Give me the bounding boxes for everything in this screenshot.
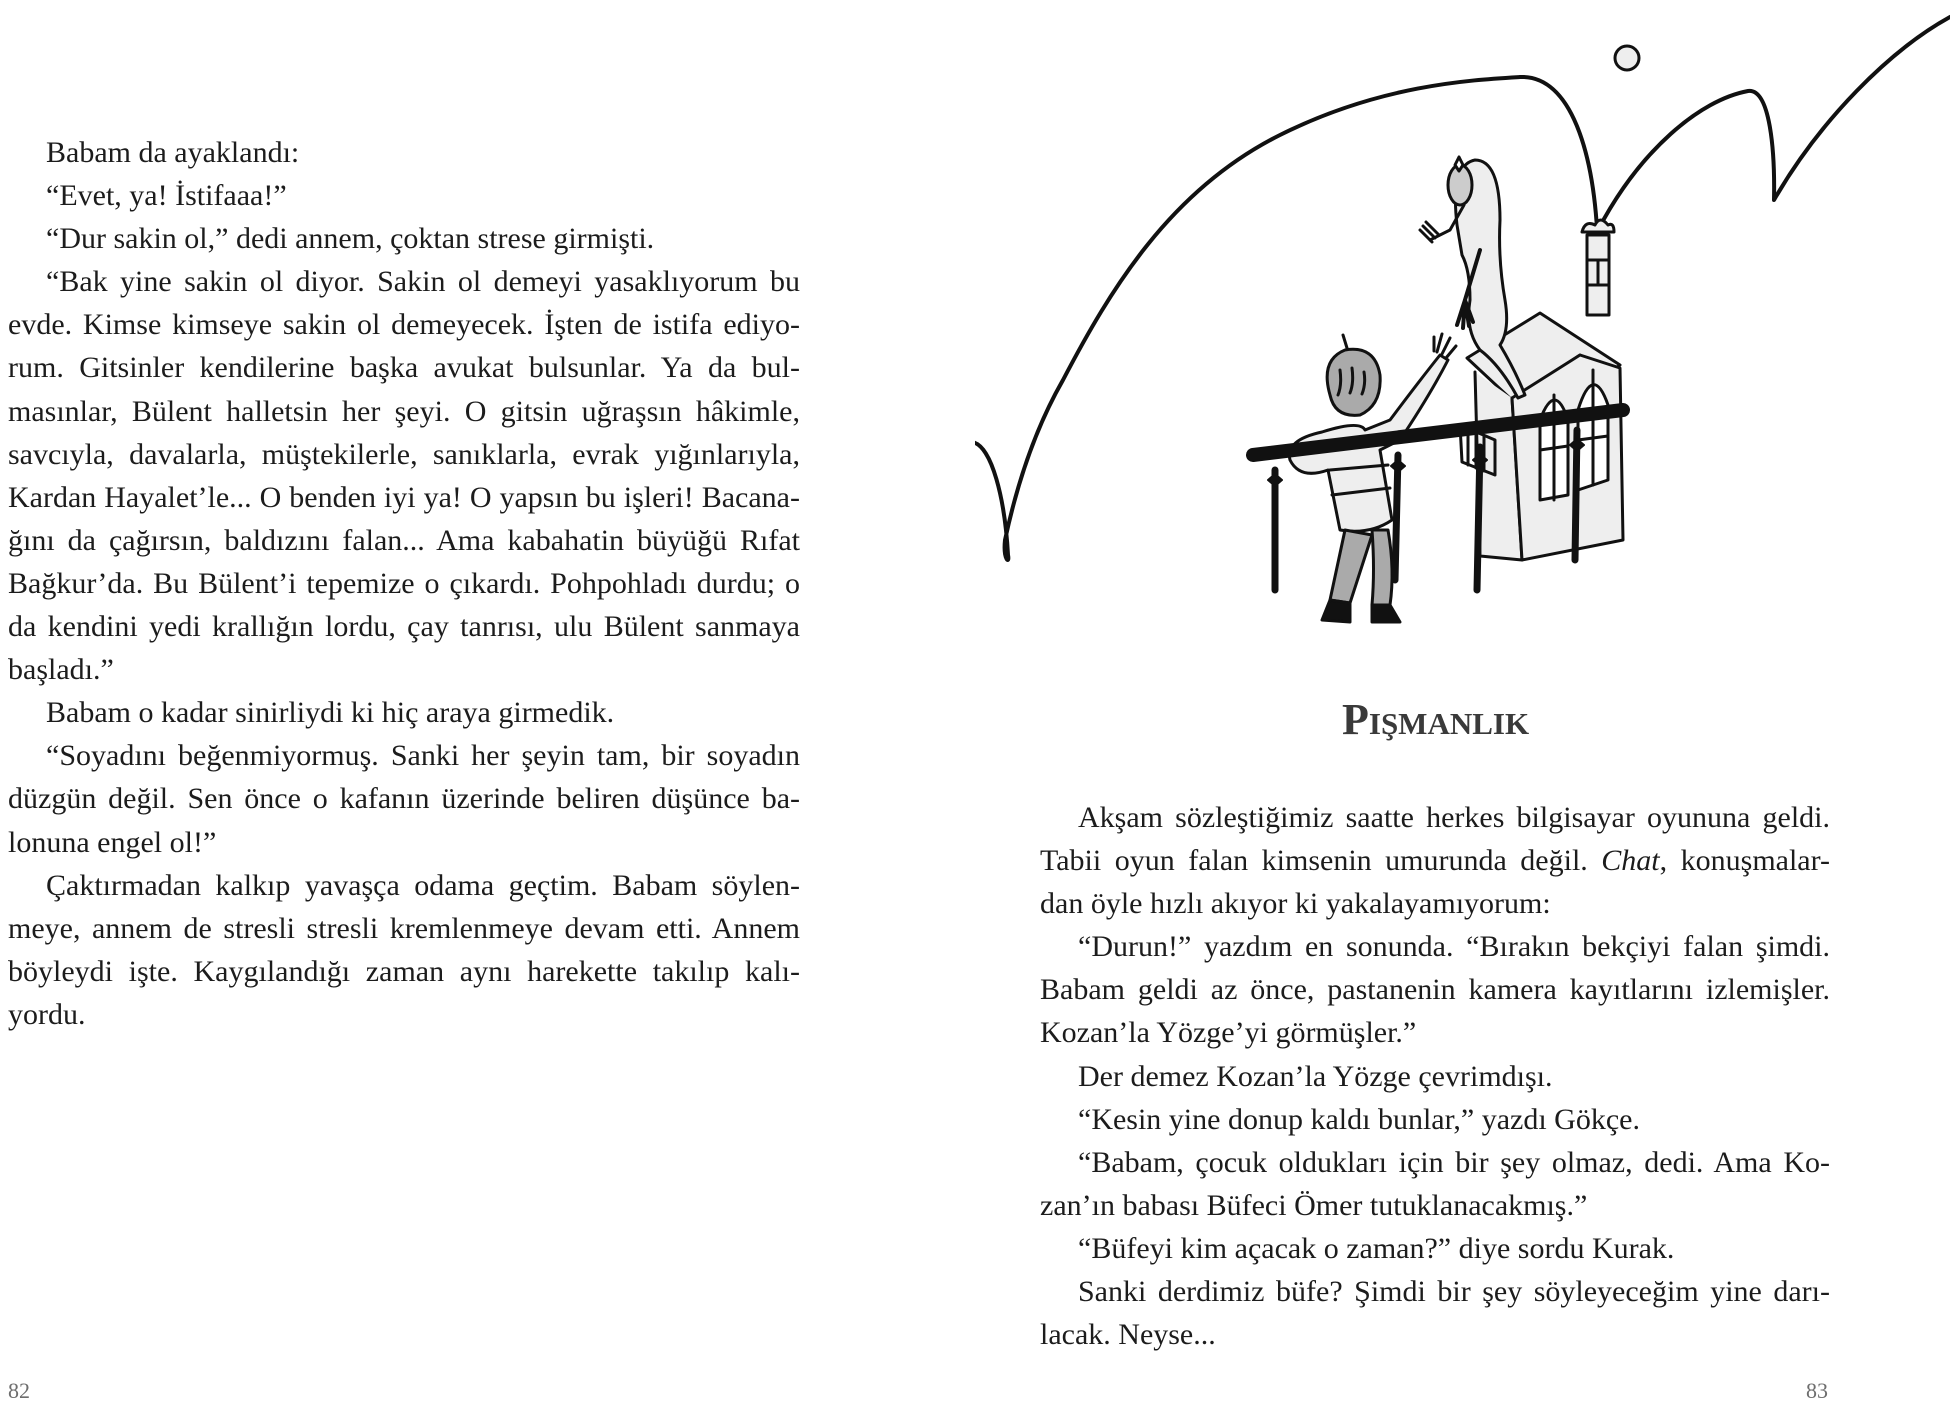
chapter-illustration <box>975 0 1950 680</box>
text-segment: , konuşmalar- <box>1659 844 1830 878</box>
text-line: da kendini yedi krallığın lordu, çay tanrısı, ulu Bülent sanmaya <box>8 610 800 644</box>
text-line: böyleydi işte. Kaygılandığı zaman aynı harekette takılıp kalı- <box>8 954 800 988</box>
left-page-text <box>8 131 800 1036</box>
text-line: Kardan Hayalet’le... O benden iyi ya! O yapsın bu işleri! Bacana- <box>8 480 800 514</box>
text-line: düzgün değil. Sen önce o kafanın üzerinde beliren düşünce ba- <box>8 782 800 816</box>
text-line: Kozan’la Yözge’yi görmüşler.” <box>1040 1016 1417 1050</box>
emphasis: Chat <box>1601 844 1660 878</box>
text-line: savcıyla, davalarla, müştekilerle, sanıklarla, evrak yığınlarıyla, <box>8 437 800 471</box>
text-line: “Soyadını beğenmiyormuş. Sanki her şeyin tam, bir soyadın <box>46 739 800 773</box>
text-line: Babam da ayaklandı: <box>46 136 300 169</box>
text-line: “Dur sakin ol,” dedi annem, çoktan strese girmişti. <box>46 222 655 256</box>
text-line: “Babam, çocuk oldukları için bir şey olmaz, dedi. Ama Ko- <box>1078 1145 1830 1179</box>
text-line: “Durun!” yazdım en sonunda. “Bırakın bekçiyi falan şimdi. <box>1078 930 1830 964</box>
text-line: Babam geldi az önce, pastanenin kamera kayıtlarını izlemişler. <box>1040 973 1830 1007</box>
text-segment: Tabii oyun falan kimsenin umurunda değil. <box>1040 844 1602 878</box>
text-line: evde. Kimse kimseye sakin ol demeyecek. İşten de istifa ediyo- <box>8 308 800 342</box>
chimney <box>1582 220 1614 315</box>
text-line: yordu. <box>8 997 86 1031</box>
text-line: Çaktırmadan kalkıp yavaşça odama geçtim. Babam söylen- <box>46 868 800 902</box>
text-line: rum. Gitsinler kendilerine başka avukat bulsunlar. Ya da bul- <box>8 351 800 385</box>
text-line: başladı.” <box>8 653 114 687</box>
text-line: “Büfeyi kim açacak o zaman?” diye sordu Kurak. <box>1078 1231 1675 1265</box>
text-line: ğını da çağırsın, baldızını falan... Ama kabahatin büyüğü Rıfat <box>8 523 800 557</box>
text-line: “Evet, ya! İstifaaa!” <box>46 179 287 213</box>
looping-line <box>975 17 1950 560</box>
text-line: Akşam sözleştiğimiz saatte herkes bilgisayar oyununa geldi. <box>1078 801 1830 834</box>
page-number-right: 83 <box>1806 1378 1828 1403</box>
moon <box>1615 46 1639 70</box>
right-page <box>975 0 1950 1417</box>
page-number-left: 82 <box>8 1378 30 1403</box>
text-line: lonuna engel ol!” <box>8 825 217 859</box>
text-line: masınlar, Bülent halletsin her şeyi. O gitsin uğraşsın hâkimle, <box>8 394 800 428</box>
chapter-title: Pişmanlık <box>1342 695 1530 744</box>
text-line: Sanki derdimiz büfe? Şimdi bir şey söyleyeceğim yine darı- <box>1078 1275 1830 1309</box>
text-line: meye, annem de stresli stresli kremlenmeye devam etti. Annem <box>8 911 800 945</box>
text-line: Der demez Kozan’la Yözge çevrimdışı. <box>1078 1059 1553 1093</box>
text-line: “Bak yine sakin ol diyor. Sakin ol demeyi yasaklıyorum bu <box>46 265 800 299</box>
text-line: Babam o kadar sinirliydi ki hiç araya girmedik. <box>46 696 615 730</box>
text-line: zan’ın babası Büfeci Ömer tutuklanacakmış.” <box>1040 1188 1588 1222</box>
text-line: Bağkur’da. Bu Bülent’i tepemize o çıkardı. Pohpohladı durdu; o <box>8 566 800 600</box>
text-line <box>1040 839 1830 882</box>
text-line: “Kesin yine donup kaldı bunlar,” yazdı Gökçe. <box>1078 1102 1640 1136</box>
text-line: dan öyle hızlı akıyor ki yakalayamıyorum: <box>1040 887 1551 921</box>
right-page-text <box>1040 796 1830 1356</box>
text-line: lacak. Neyse... <box>1040 1318 1216 1352</box>
boy <box>1289 334 1456 622</box>
